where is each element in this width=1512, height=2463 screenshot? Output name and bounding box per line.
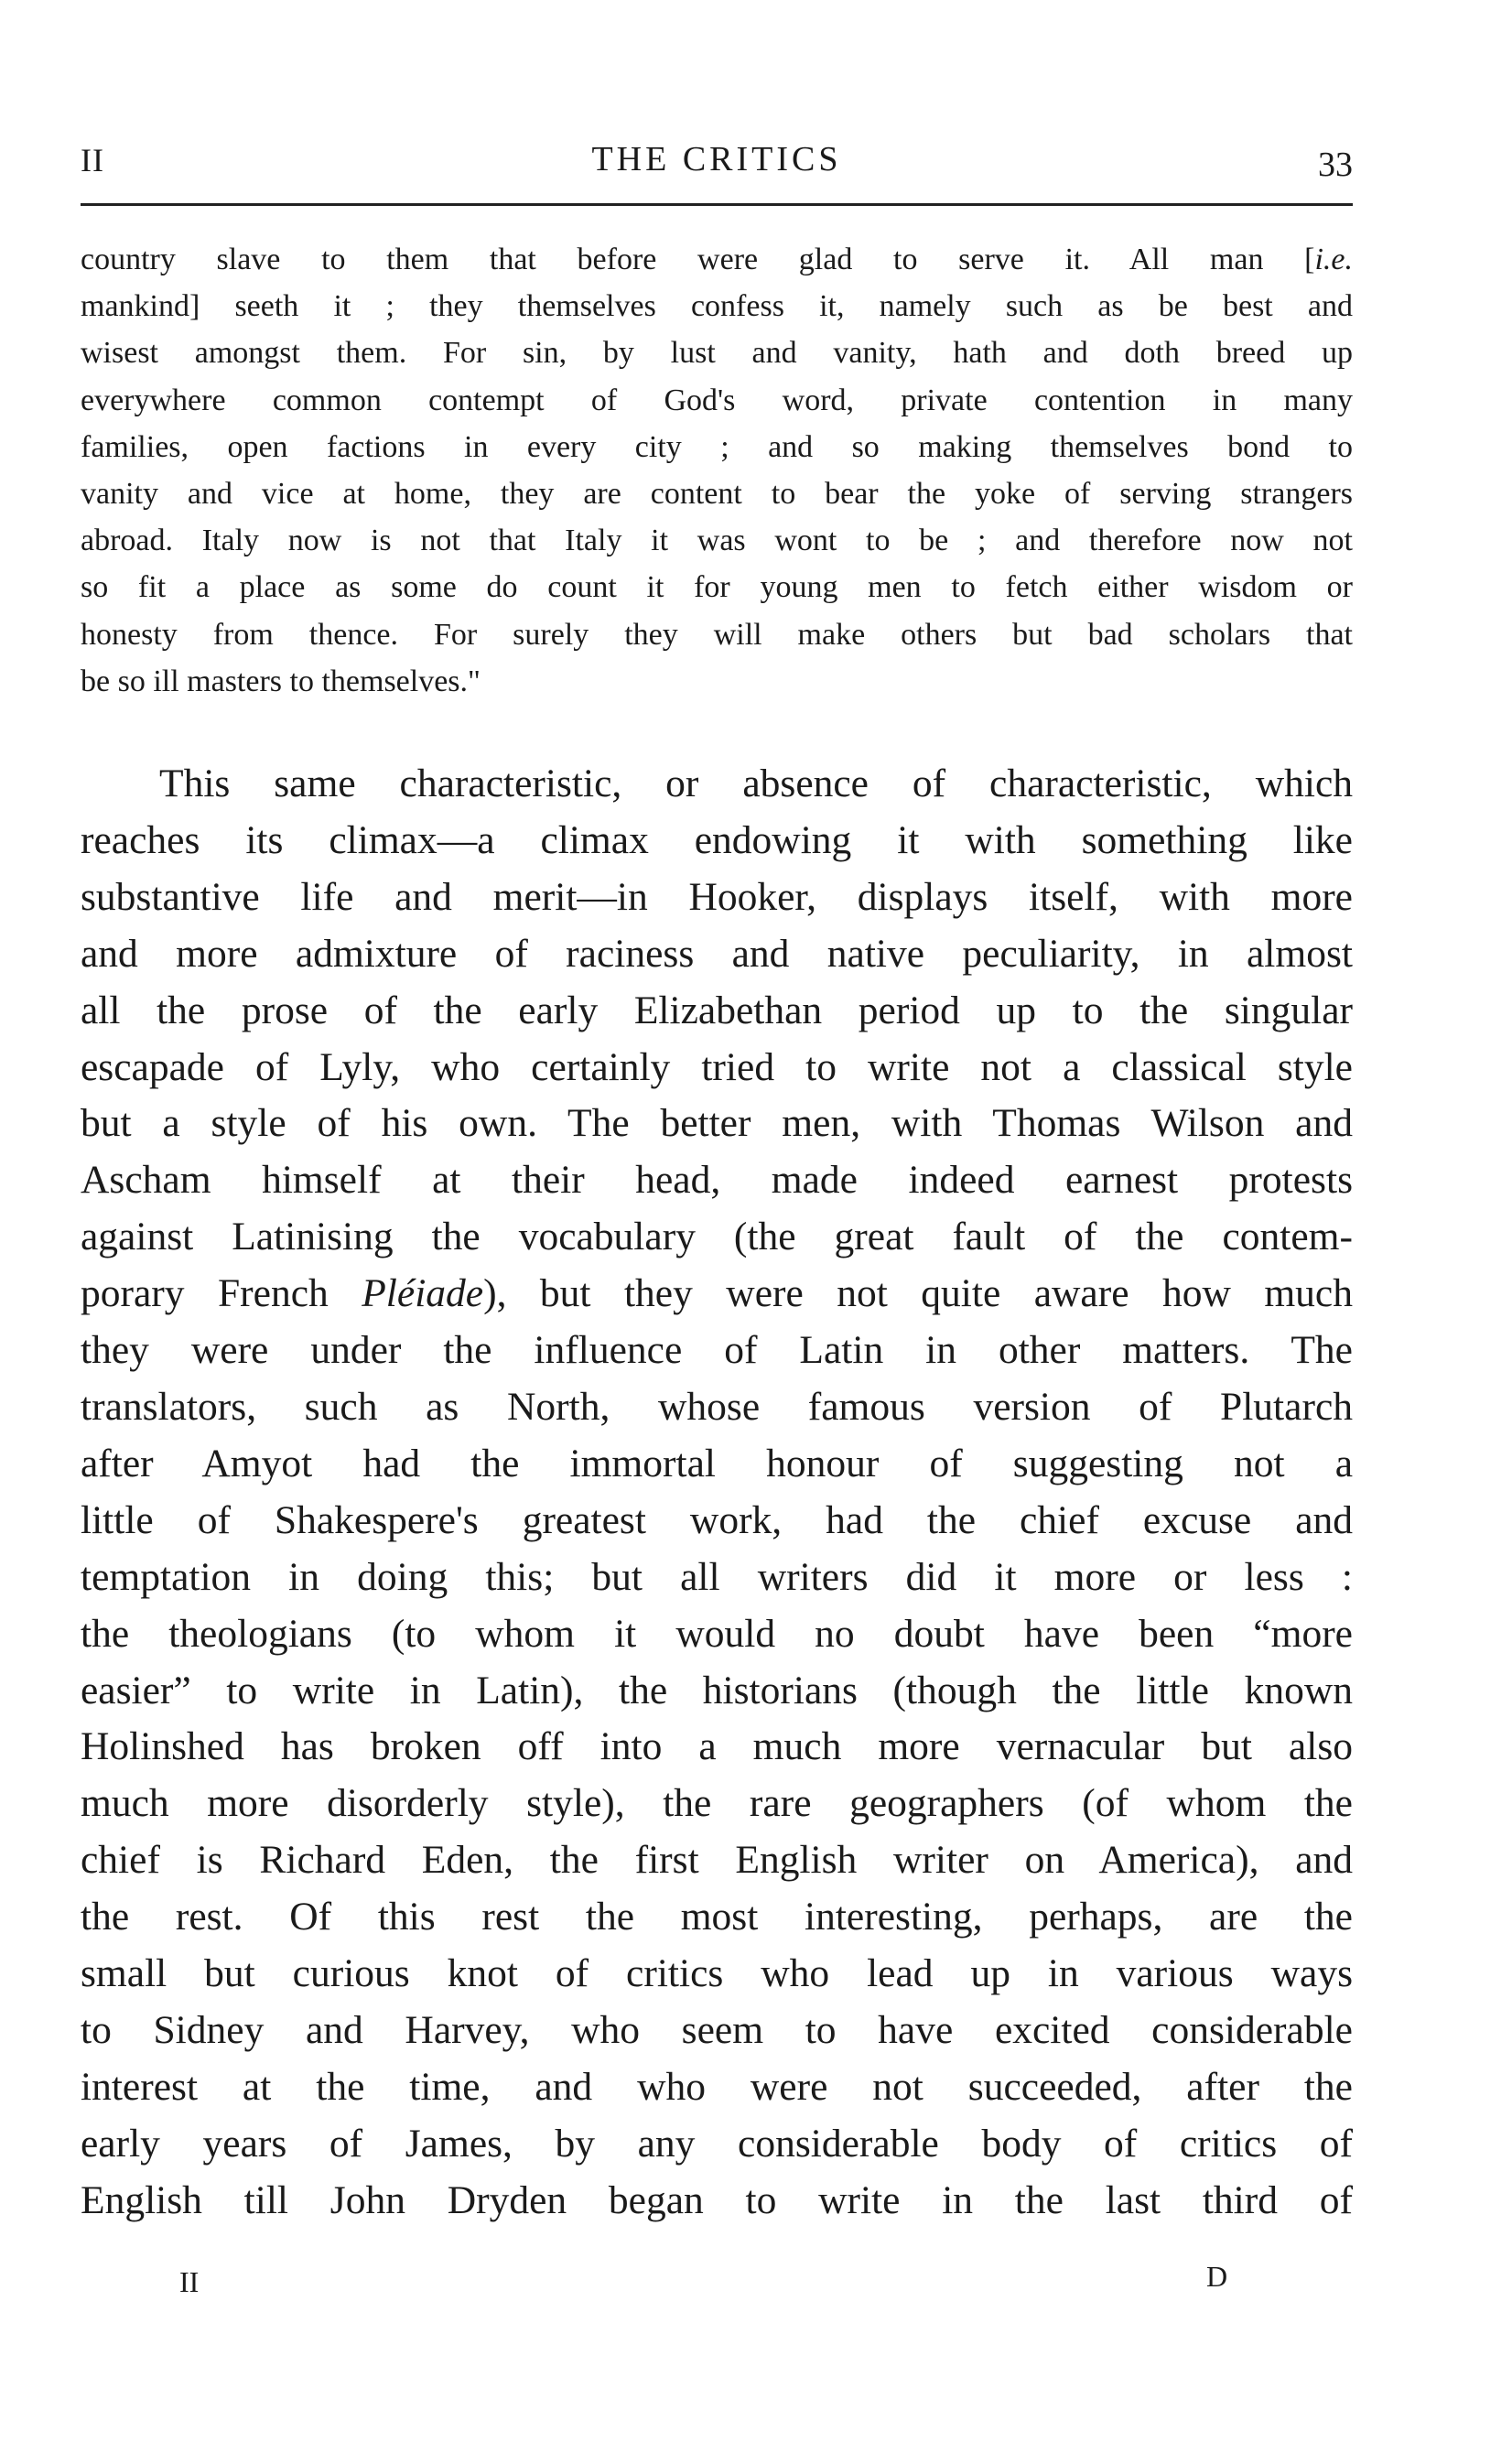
body-line: This same characteristic, or absence of characteristic, which [159,762,1353,805]
body-line: the theologians (to whom it would no doubt have been “more [81,1611,1353,1656]
signature-mark-right: D [1206,2260,1228,2293]
body-line: easier” to write in Latin), the historians (though the little known [81,1668,1353,1712]
quote-line: families, open factions in every city ; and so making themselves bond to [81,429,1353,464]
quote-line: everywhere common contempt of God's word, private contention in many [81,383,1353,417]
body-line: and more admixture of raciness and native peculiarity, in almost [81,931,1353,976]
running-header [81,137,1353,192]
quote-line: vanity and vice at home, they are content to bear the yoke of serving strangers [81,477,1353,512]
body-line: early years of James, by any considerable body of critics of [81,2121,1353,2166]
quote-line: be so ill masters to themselves." [81,664,481,698]
body-line: to Sidney and Harvey, who seem to have excited considerable [81,2007,1353,2052]
body-line: after Amyot had the immortal honour of suggesting not a [81,1441,1353,1485]
body-line: Holinshed has broken off into a much more vernacular but also [81,1724,1353,1769]
body-line: all the prose of the early Elizabethan period up to the singular [81,988,1353,1032]
page-footer [81,2260,1353,2311]
running-title: THE CRITICS [591,140,842,178]
chapter-number: II [81,142,104,178]
body-line: they were under the influence of Latin in other matters. The [81,1328,1353,1373]
quote-line: wisest amongst them. For sin, by lust and vanity, hath and doth breed up [81,336,1353,371]
body-line: temptation in doing this; but all writers did it more or less : [81,1554,1353,1599]
body-line: substantive life and merit—in Hooker, displays itself, with more [81,874,1353,919]
body-line: English till John Dryden began to write in the last third of [81,2177,1353,2222]
body-line: escapade of Lyly, who certainly tried to write not a classical style [81,1044,1353,1089]
body-line: against Latinising the vocabulary (the great fault of the contem- [81,1215,1353,1259]
body-line: the rest. Of this rest the most interesting, perhaps, are the [81,1895,1353,1939]
page-number: 33 [1318,146,1353,184]
body-line: translators, such as North, whose famous version of Plutarch [81,1384,1353,1429]
body-line: but a style of his own. The better men, with Thomas Wilson and [81,1101,1353,1146]
body-line: little of Shakespere's greatest work, had the chief excuse and [81,1497,1353,1542]
body-line: Ascham himself at their head, made indeed earnest protests [81,1158,1353,1203]
quote-line: honesty from thence. For surely they will make others but bad scholars that [81,617,1353,652]
signature-mark-left: II [179,2265,200,2298]
body-line: much more disorderly style), the rare geographers (of whom the [81,1781,1353,1826]
header-rule [81,203,1353,206]
body-line: chief is Richard Eden, the first English writer on America), and [81,1838,1353,1883]
body-line: interest at the time, and who were not succeeded, after the [81,2064,1353,2109]
quote-line: so fit a place as some do count it for young men to fetch either wisdom or [81,570,1353,605]
body-line: porary French Pléiade), but they were not quite aware how much [81,1271,1353,1316]
body-paragraph [81,756,1353,2230]
body-line: small but curious knot of critics who lead up in various ways [81,1951,1353,1996]
quote-line: mankind] seeth it ; they themselves confess it, namely such as be best and [81,289,1353,324]
quote-line: country slave to them that before were glad to serve it. All man [i.e. [81,243,1353,276]
block-quotation [81,236,1353,705]
body-line: reaches its climax—a climax endowing it with something like [81,817,1353,862]
quote-line: abroad. Italy now is not that Italy it was wont to be ; and therefore now not [81,524,1353,558]
